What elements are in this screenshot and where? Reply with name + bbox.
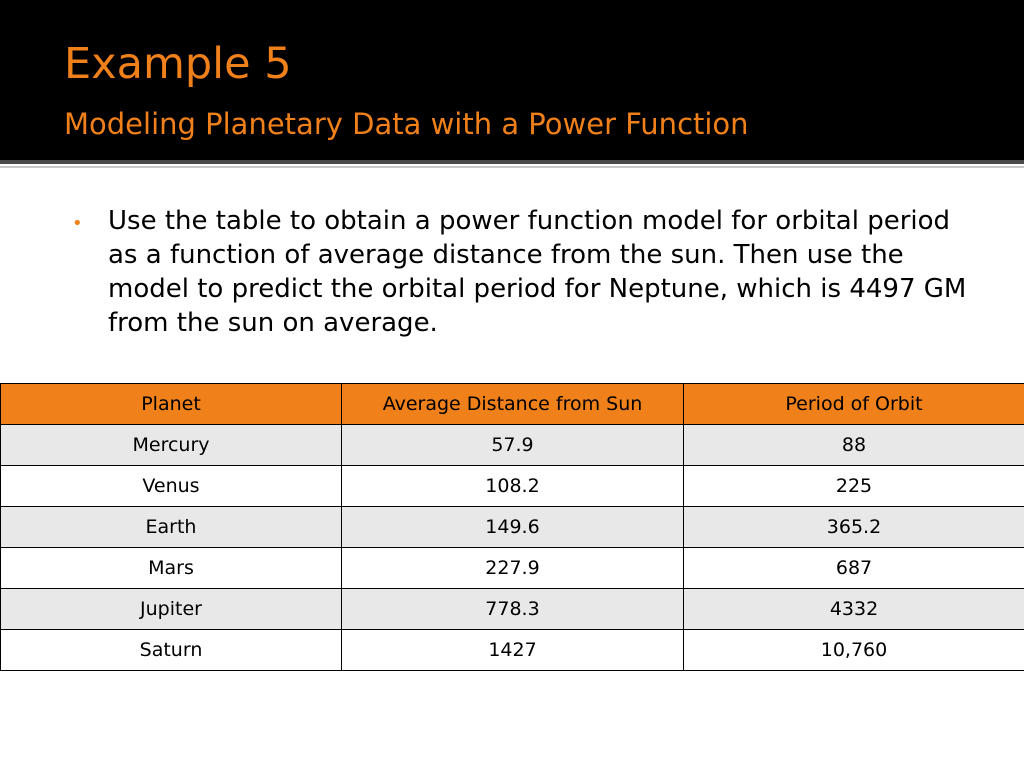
- bullet-icon: •: [72, 213, 83, 234]
- period-cell: 687: [684, 548, 1024, 589]
- title-divider-light: [0, 166, 1024, 168]
- distance-cell: 108.2: [342, 466, 684, 507]
- period-cell: 10,760: [684, 630, 1024, 671]
- header-planet: Planet: [1, 384, 342, 425]
- table-row: [1, 425, 1024, 466]
- planet-table: [0, 383, 1024, 671]
- period-cell: 225: [684, 466, 1024, 507]
- header-average-distance: Average Distance from Sun: [342, 384, 684, 425]
- period-cell: 4332: [684, 589, 1024, 630]
- slide-title: Example 5: [64, 39, 292, 89]
- table-row: [1, 589, 1024, 630]
- planet-cell: Jupiter: [1, 589, 342, 630]
- distance-cell: 227.9: [342, 548, 684, 589]
- distance-cell: 778.3: [342, 589, 684, 630]
- period-cell: 88: [684, 425, 1024, 466]
- distance-cell: 57.9: [342, 425, 684, 466]
- slide-subtitle: Modeling Planetary Data with a Power Function: [64, 107, 749, 141]
- table-row: [1, 466, 1024, 507]
- table-row: [1, 548, 1024, 589]
- planet-cell: Mars: [1, 548, 342, 589]
- table-row: [1, 507, 1024, 548]
- table-header-row: [1, 384, 1024, 425]
- planet-cell: Venus: [1, 466, 342, 507]
- title-divider: [0, 160, 1024, 164]
- planet-cell: Saturn: [1, 630, 342, 671]
- title-bar: [0, 0, 1024, 160]
- distance-cell: 1427: [342, 630, 684, 671]
- planet-cell: Mercury: [1, 425, 342, 466]
- distance-cell: 149.6: [342, 507, 684, 548]
- bullet-text: Use the table to obtain a power function model for orbital period as a function of average distance from the sun. Then use the model to predict the orbital period for Neptune, which is 4497 GM from the sun on average.: [108, 206, 967, 338]
- period-cell: 365.2: [684, 507, 1024, 548]
- header-period-of-orbit: Period of Orbit: [684, 384, 1024, 425]
- planet-cell: Earth: [1, 507, 342, 548]
- table-row: [1, 630, 1024, 671]
